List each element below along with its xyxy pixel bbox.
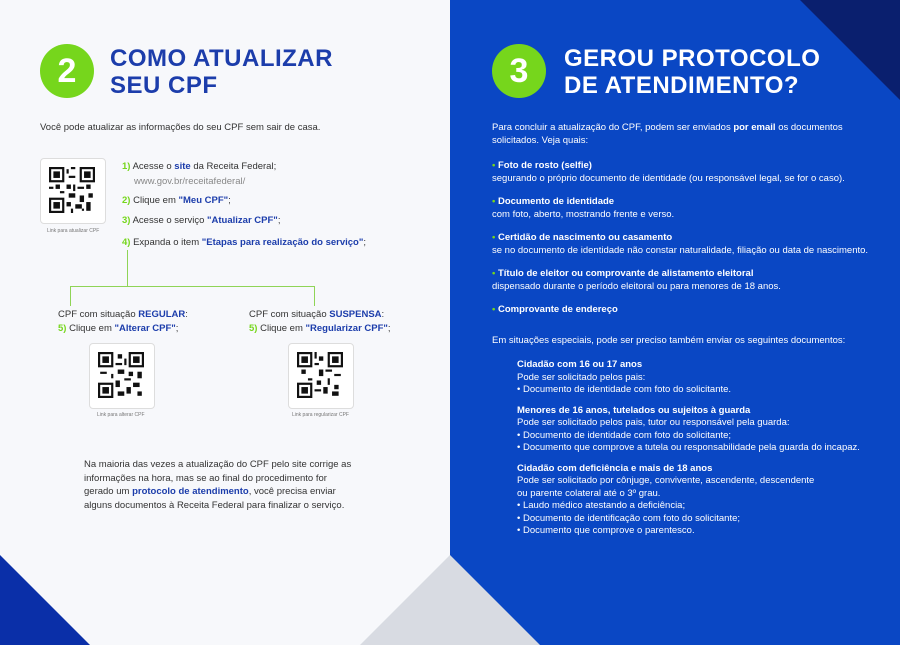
step-number-badge: 3 <box>492 44 546 98</box>
special-cases <box>517 359 860 538</box>
qr-code-regularizar[interactable] <box>288 343 354 409</box>
suspensa-step: 5) Clique em "Regularizar CPF"; <box>249 323 391 334</box>
regular-step: 5) Clique em "Alterar CPF"; <box>58 323 179 334</box>
intro-text: Você pode atualizar as informações do seu CPF sem sair de casa. <box>40 122 321 133</box>
qr-caption: Link para regularizar CPF <box>292 412 349 418</box>
footer-paragraph: Na maioria das vezes a atualização do CPF pelo site corrige as informações na hora, mas se ao final do procedimento for gerado um protocolo de atendimento, você precisa enviar alguns documentos à Receita Federal para finalizar o serviço. <box>84 459 352 511</box>
step-2: 2) Clique em "Meu CPF"; <box>122 195 231 206</box>
document-item: • Título de eleitor ou comprovante de alistamento eleitoral dispensado durante o período eleitoral ou para menores de 18 anos. <box>492 268 781 292</box>
step-number-badge: 2 <box>40 44 94 98</box>
case-item: Cidadão com 16 ou 17 anos Pode ser solicitado pelos pais: • Documento de identidade com foto do solicitante. <box>517 359 732 395</box>
decor-triangle-bottom-left-grey <box>450 555 540 645</box>
qr-code-icon <box>297 352 343 398</box>
document-item: • Certidão de nascimento ou casamento se no documento de identidade não constar naturalidade, filiação ou data de nascimento. <box>492 232 869 256</box>
qr-code-alterar[interactable] <box>89 343 155 409</box>
page-title: COMO ATUALIZAR SEU CPF <box>110 45 333 99</box>
connector-line <box>314 286 315 306</box>
right-page <box>450 0 900 645</box>
document-item: • Documento de identidade com foto, aberto, mostrando frente e verso. <box>492 196 675 220</box>
site-link[interactable]: site <box>174 161 191 172</box>
receita-url[interactable]: www.gov.br/receitafederal/ <box>134 176 246 187</box>
intro-text: Para concluir a atualização do CPF, podem ser enviados por email os documentos solicitados. Veja quais: <box>492 122 843 146</box>
qr-code-atualizar[interactable] <box>40 158 106 224</box>
qr-code-icon <box>49 167 95 213</box>
document-item: • Comprovante de endereço <box>492 304 618 315</box>
case-item: Menores de 16 anos, tutelados ou sujeitos à guarda Pode ser solicitado pelos pais, tutor ou responsável pela guarda: • Documento de identidade com foto do solicitante; • Documento que comprove a tutela ou responsabilidade pela guarda do incapaz. <box>517 404 860 453</box>
connector-line <box>70 286 315 287</box>
special-intro: Em situações especiais, pode ser preciso também enviar os seguintes documentos: <box>492 335 846 346</box>
step-1: 1) Acesse o site da Receita Federal; <box>122 161 277 172</box>
documents-list <box>492 160 868 317</box>
step-3: 3) Acesse o serviço "Atualizar CPF"; <box>122 215 281 226</box>
document-item: • Foto de rosto (selfie) segurando o próprio documento de identidade (ou responsável legal, se for o caso). <box>492 160 845 184</box>
decor-triangle-bottom-left <box>0 555 90 645</box>
case-item: Cidadão com deficiência e mais de 18 anos Pode ser solicitado por cônjuge, convivente, ascendente, descendente ou parente colateral até o 3º grau. • Laudo médico atestando a deficiência; • Documento de identificação com foto do solicitante; • Documento que comprove o parentesco. <box>517 462 815 536</box>
connector-line <box>127 250 128 286</box>
suspensa-label: CPF com situação SUSPENSA: <box>249 309 385 320</box>
regular-label: CPF com situação REGULAR: <box>58 309 188 320</box>
connector-line <box>70 286 71 306</box>
qr-code-icon <box>98 352 144 398</box>
qr-caption: Link para atualizar CPF <box>47 228 100 234</box>
step-4: 4) Expanda o item "Etapas para realização do serviço"; <box>122 237 367 248</box>
decor-triangle-bottom-grey <box>360 555 450 645</box>
page-title: GEROU PROTOCOLO DE ATENDIMENTO? <box>564 45 821 99</box>
qr-caption: Link para alterar CPF <box>97 412 145 418</box>
